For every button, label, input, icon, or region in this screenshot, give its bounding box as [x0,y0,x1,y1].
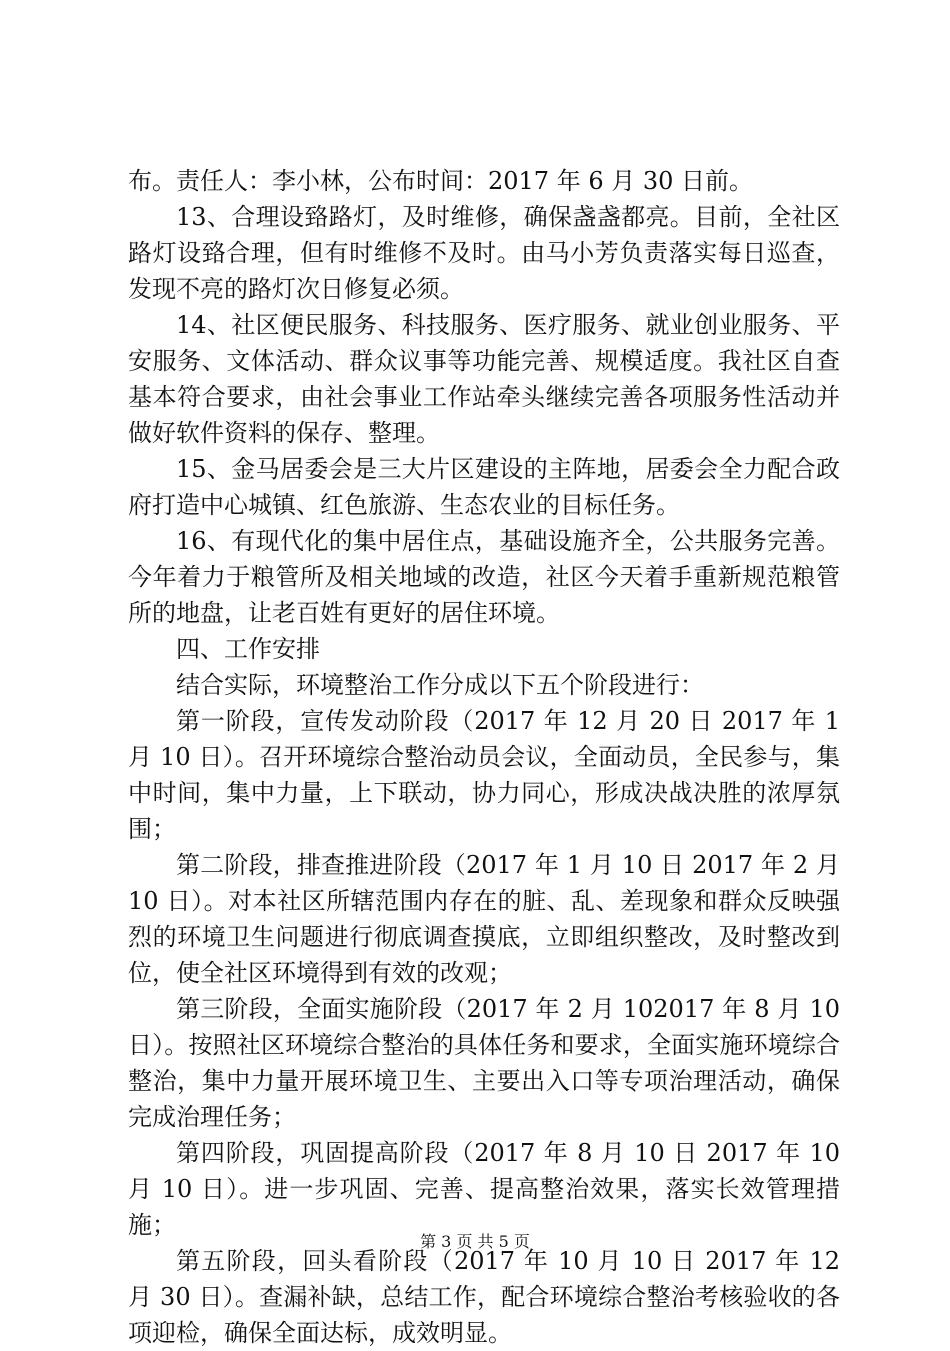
paragraph: 四、工作安排 [176,635,320,663]
paragraph: 14、社区便民服务、科技服务、医疗服务、就业创业服务、平安服务、文体活动、群众议事等功能完善、规模适度。我社区自查基本符合要求，由社会事业工作站牵头继续完善各项服务性活动并做好软件资料的保存、整理。 [128,311,840,447]
paragraph: 第二阶段，排查推进阶段（2017 年 1 月 10 日 2017 年 2 月 10 日）。对本社区所辖范围内存在的脏、乱、差现象和群众反映强烈的环境卫生问题进行彻底调查摸底，立即组织整改，及时整改到位，使全社区环境得到有效的改观； [128,851,840,987]
paragraph: 结合实际，环境整治工作分成以下五个阶段进行： [176,671,704,699]
paragraph: 15、金马居委会是三大片区建设的主阵地，居委会全力配合政府打造中心城镇、红色旅游、生态农业的目标任务。 [128,455,840,519]
paragraph: 第三阶段，全面实施阶段（2017 年 2 月 102017 年 8 月 10 日）。按照社区环境综合整治的具体任务和要求，全面实施环境综合整治，集中力量开展环境卫生、主要出入口等专项治理活动，确保完成治理任务； [128,995,840,1131]
paragraph: 第一阶段，宣传发动阶段（2017 年 12 月 20 日 2017 年 1 月 10 日）。召开环境综合整治动员会议，全面动员，全民参与，集中时间，集中力量，上下联动，协力同心，形成决战决胜的浓厚氛围； [128,707,840,843]
paragraph: 布。责任人：李小林，公布时间：2017 年 6 月 30 日前。 [128,167,754,195]
paragraph: 第五阶段，回头看阶段（2017 年 10 月 10 日 2017 年 12 月 30 日）。查漏补缺，总结工作，配合环境综合整治考核验收的各项迎检，确保全面达标，成效明显。 [128,1247,840,1347]
paragraph: 13、合理设臵路灯，及时维修，确保盏盏都亮。目前，全社区路灯设臵合理，但有时维修不及时。由马小芳负责落实每日巡查，发现不亮的路灯次日修复必须。 [128,203,840,303]
page-footer: 第 3 页 共 5 页 [420,1232,530,1251]
paragraph: 16、有现代化的集中居住点，基础设施齐全，公共服务完善。今年着力于粮管所及相关地域的改造，社区今天着手重新规范粮管所的地盘，让老百姓有更好的居住环境。 [128,527,840,627]
document-body [128,163,840,1351]
paragraph: 第四阶段，巩固提高阶段（2017 年 8 月 10 日 2017 年 10 月 10 日）。进一步巩固、完善、提高整治效果，落实长效管理措施； [128,1139,840,1239]
